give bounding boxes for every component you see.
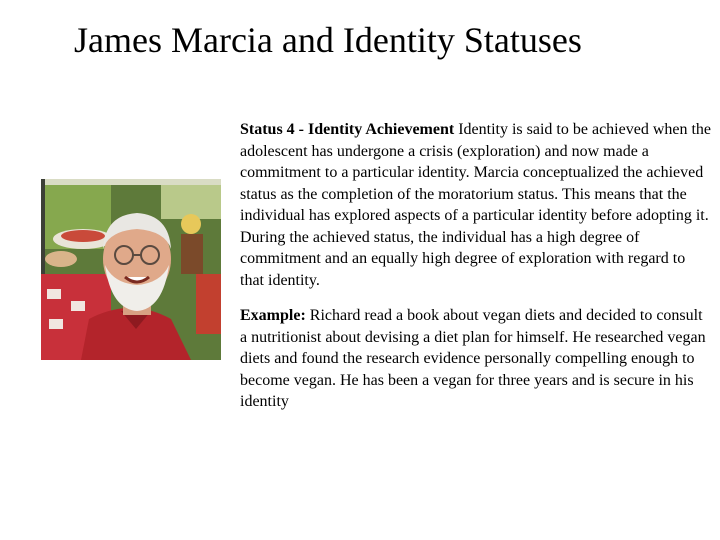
portrait-photo [41, 179, 221, 360]
slide-title: James Marcia and Identity Statuses [74, 20, 582, 60]
status-heading: Status 4 - Identity Achievement [240, 121, 455, 138]
example-label: Example: [240, 307, 306, 324]
example-paragraph [240, 305, 712, 413]
content-text [240, 119, 712, 413]
status-paragraph [240, 119, 712, 291]
example-text: Richard read a book about vegan diets and decided to consult a nutritionist about devising a diet plan for himself. He researched vegan diets and found the research evidence personally compelling enough to become vegan. He has been a vegan for three years and is secure in his identity [240, 307, 706, 410]
status-description: Identity is said to be achieved when the adolescent has undergone a crisis (exploration) and now made a commitment to a particular identity. Marcia conceptualized the achieved status as the completion of the moratorium status. This means that the individual has explored aspects of a particular identity before adopting it. During the achieved status, the individual has a high degree of commitment and an equally high degree of exploration with regard to that identity. [240, 121, 712, 289]
